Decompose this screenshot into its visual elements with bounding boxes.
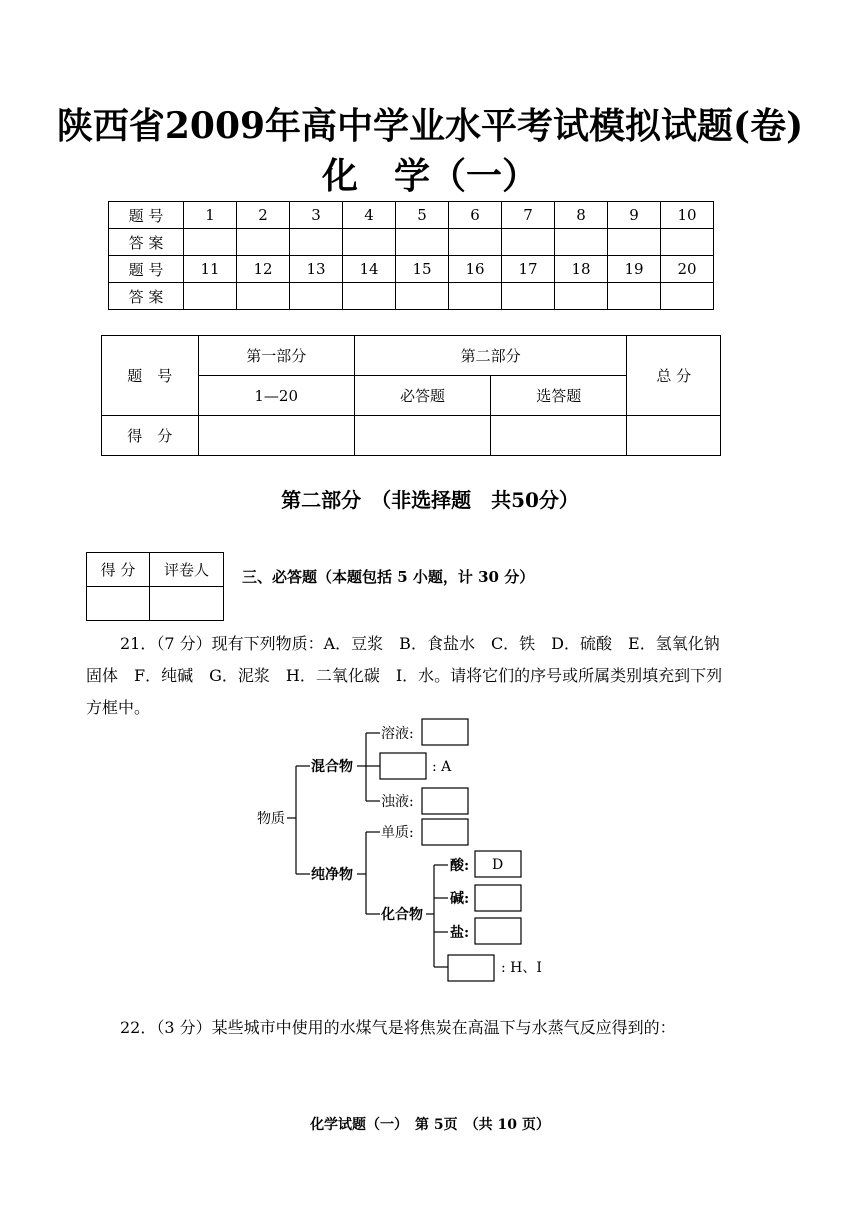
page-footer: 化学试题（一） 第 5页 （共 10 页） xyxy=(310,1117,550,1133)
table-cell: 19 xyxy=(608,256,661,283)
table-cell: 14 xyxy=(343,256,396,283)
answer-box-suspension[interactable] xyxy=(422,788,468,814)
table-cell: 8 xyxy=(555,202,608,229)
tree-mixture: 混合物 xyxy=(311,759,353,775)
table-cell: 10 xyxy=(661,202,714,229)
table-cell: 12 xyxy=(237,256,290,283)
question-header: 题 号 xyxy=(102,336,199,416)
table-cell: 20 xyxy=(661,256,714,283)
tree-root: 物质 xyxy=(257,811,285,827)
tree-element: 单质: xyxy=(381,825,414,841)
tree-colloid-answer: : A xyxy=(432,759,452,775)
tree-oxide-answer: : H、I xyxy=(501,960,542,976)
exam-subtitle: 化 学（一） xyxy=(321,155,538,197)
table-cell: 11 xyxy=(184,256,237,283)
required-header: 必答题 xyxy=(354,376,490,416)
tree-acid-answer: D xyxy=(492,857,504,873)
answer-box-salt[interactable] xyxy=(475,918,521,944)
table-cell: 1 xyxy=(184,202,237,229)
row-label: 答 案 xyxy=(109,283,184,310)
question-22: 22．（3 分）某些城市中使用的水煤气是将焦炭在高温下与水蒸气反应得到的： xyxy=(120,1018,676,1037)
total-header: 总 分 xyxy=(627,336,721,416)
table-cell: 15 xyxy=(396,256,449,283)
row-label: 题 号 xyxy=(109,256,184,283)
table-cell: 3 xyxy=(290,202,343,229)
tree-acid: 酸: xyxy=(450,858,470,874)
score-label: 得 分 xyxy=(87,553,150,587)
table-cell: 17 xyxy=(502,256,555,283)
answer-box-element[interactable] xyxy=(422,819,468,845)
answer-box-base[interactable] xyxy=(475,885,521,911)
exam-title: 陕西省2009年高中学业水平考试模拟试题(卷) xyxy=(56,105,804,147)
row-label: 答 案 xyxy=(109,229,184,256)
table-cell: 6 xyxy=(449,202,502,229)
answer-box-solution[interactable] xyxy=(422,719,468,745)
tree-salt: 盐: xyxy=(450,925,470,941)
tree-solution: 溶液: xyxy=(381,726,414,742)
table-cell: 2 xyxy=(237,202,290,229)
answer-box-oxide[interactable] xyxy=(448,955,494,981)
score-label: 得 分 xyxy=(102,416,199,456)
tree-pure: 纯净物 xyxy=(311,867,353,883)
part2-header: 第二部分 xyxy=(354,336,627,376)
part1-header: 第一部分 xyxy=(198,336,354,376)
row-label: 题 号 xyxy=(109,202,184,229)
table-cell: 7 xyxy=(502,202,555,229)
question-21: 21．（7 分）现有下列物质：A．豆浆 B．食盐水 C．铁 D．硫酸 E．氢氧化钠固体 F．纯碱 G．泥浆 H．二氧化碳 I．水。请将它们的序号或所属类别填充到下列方框中。 xyxy=(86,634,723,717)
tree-base: 碱: xyxy=(450,891,470,907)
range-cell: 1—20 xyxy=(198,376,354,416)
tree-suspension: 浊液: xyxy=(381,794,414,810)
table-cell: 4 xyxy=(343,202,396,229)
table-cell: 16 xyxy=(449,256,502,283)
table-cell: 18 xyxy=(555,256,608,283)
table-cell: 9 xyxy=(608,202,661,229)
optional-header: 选答题 xyxy=(491,376,627,416)
grader-label: 评卷人 xyxy=(150,553,224,587)
section3-heading: 三、必答题（本题包括 5 小题，计 30 分） xyxy=(242,568,535,586)
tree-compound: 化合物 xyxy=(381,907,423,923)
table-cell: 13 xyxy=(290,256,343,283)
table-cell: 5 xyxy=(396,202,449,229)
answer-box-colloid[interactable] xyxy=(380,753,426,779)
section-title: 第二部分 （非选择题 共50分） xyxy=(281,488,579,512)
